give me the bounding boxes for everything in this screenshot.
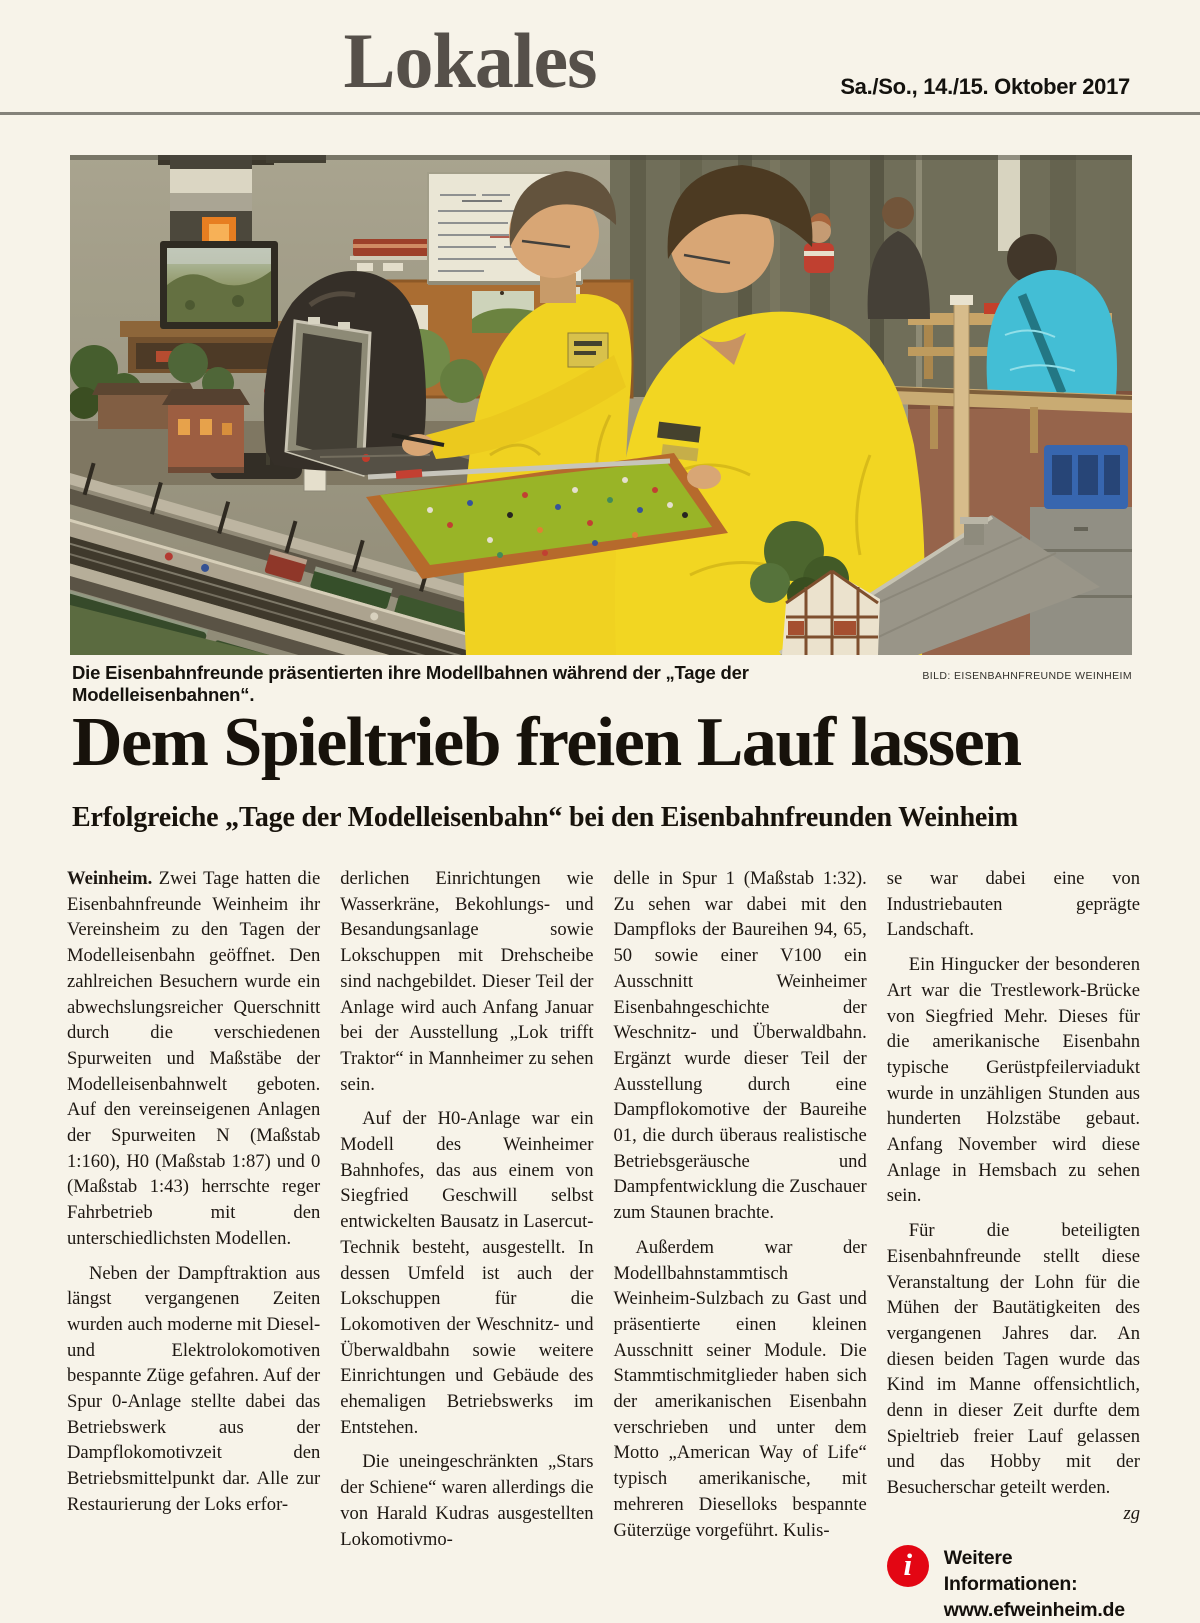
infobox-url: www.efweinheim.de (943, 1598, 1125, 1621)
article-body (67, 866, 1140, 1623)
infobox-text (944, 1545, 1140, 1623)
infobox (887, 1545, 1140, 1623)
info-icon: i (887, 1545, 929, 1587)
photo-caption: Die Eisenbahnfreunde präsentierten ihre Modellbahnen während der „Tage der Modelleisenbahnen“. (72, 662, 749, 705)
article-paragraph: Für die beteiligten Eisenbahnfreunde stellt diese Veranstaltung der Lohn für die Mühen der Bautätigkeiten des vergangenen Jahres dar. An diesen beiden Tagen wurde das Kind im Manne offensichtlich, denn in dieser Zeit durfte dem Spieltrieb freier Lauf gelassen und das Hobby mit der Besucherschar geteilt werden. zg (887, 1218, 1140, 1501)
article-paragraph: Ein Hingucker der besonderen Art war die Trestlework-Brücke von Siegfried Mehr. Dieses für die amerikanische Eisenbahn typische Gerüstpfeilerviadukt wurde in unzähligen Stunden aus hunderten Holzstäbe gebaut. Anfang November wird diese Anlage in Hemsbach zu sehen sein. (886, 954, 1140, 1207)
headline: Dem Spieltrieb freien Lauf lassen (72, 704, 1021, 781)
photo-credit: BILD: EISENBAHNFREUNDE WEINHEIM (922, 670, 1132, 682)
subheadline: Erfolgreiche „Tage der Modelleisenbahn“ bei den Eisenbahnfreunden Weinheim (72, 802, 1018, 833)
edition-date: Sa./So., 14./15. Oktober 2017 (840, 74, 1130, 99)
article-paragraph: Die uneingeschränkten „Stars der Schiene“ waren allerdings die von Harald Kudras ausgestellten Lokomotivmo- (340, 1451, 594, 1550)
article-photo (70, 155, 1132, 655)
article-photo-figure (70, 155, 1132, 655)
caption-row (72, 662, 1132, 706)
masthead-rule (0, 112, 1200, 115)
text-column-2 (340, 866, 593, 1623)
author-initials: zg (1123, 1502, 1140, 1524)
text-column-1 (67, 866, 320, 1623)
article-paragraph: delle in Spur 1 (Maßstab 1:32). Zu sehen war dabei mit den Dampfloks der Baureihen 94, 65, 50 sowie einer V100 ein Ausschnitt Weinheimer Eisenbahngeschichte der Weschnitz- und Überwaldbahn. Ergänzt wurde dieser Teil der Ausstellung durch eine Dampflokomotive der Baureihe 01, die durch überaus realistische Betriebsgeräusche und Dampfentwicklung die Zuschauer zum Staunen brachte. (613, 868, 867, 1224)
article-paragraph: derlichen Einrichtungen wie Wasserkräne, Bekohlungs- und Besandungsanlage sowie Lokschuppen mit Drehscheibe sind nachgebildet. Dieser Teil der Anlage wird auch Anfang Januar bei der Ausstellung „Lok trifft Traktor“ in Mannheimer zu sehen sein. (340, 868, 594, 1095)
text-column-3 (614, 866, 867, 1623)
article-paragraph: Neben der Dampftraktion aus längst vergangenen Zeiten wurden auch moderne mit Diesel- und Elektrolokomotiven bespannte Züge gefahren. Auf der Spur 0-Anlage stellte dabei das Betriebswerk aus der Dampflokomotivzeit den Betriebsmittelpunkt dar. Alle zur Restaurierung der Loks erfor- (67, 1262, 321, 1515)
article-paragraph: Auf der H0-Anlage war ein Modell des Weinheimer Bahnhofes, das aus einem von Siegfried Geschwill selbst entwickelten Bausatz in Lasercut-Technik besteht, ausgestellt. In dessen Umfeld ist auch der Lokschuppen für die Lokomotiven der Weschnitz- und Überwaldbahn sowie weitere Einrichtungen und Gebäude des ehemaligen Betriebswerks im Entstehen. (340, 1108, 594, 1438)
article-paragraph: Weinheim. Zwei Tage hatten die Eisenbahnfreunde Weinheim ihr Vereinsheim zu den Tagen der Modelleisenbahn geöffnet. Den zahlreichen Besuchern wurde ein abwechslungsreicher Querschnitt durch die verschiedenen Spurweiten und Maßstäbe der Modelleisenbahnwelt geboten. Auf den vereinseigenen Anlagen der Spurweiten N (Maßstab 1:160), H0 (Maßstab 1:87) und 0 (Maßstab 1:43) herrschte reger Fahrbetrieb mit den unterschiedlichsten Modellen. (67, 868, 321, 1249)
dateline-lead: Weinheim. (67, 868, 153, 889)
article-paragraph: Außerdem war der Modellbahnstammtisch Weinheim-Sulzbach zu Gast und präsentierte einen kleinen Ausschnitt seiner Module. Die Stammtischmitglieder haben sich der amerikanischen Eisenbahn verschrieben und unter dem Motto „American Way of Life“ typisch amerikanische, mit mehreren Dieselloks bespannte Güterzüge vorgeführt. Kulis- (613, 1236, 867, 1541)
section-title: Lokales (343, 17, 597, 104)
text-column-4 (887, 866, 1140, 1623)
infobox-title: Weitere Informationen: (943, 1546, 1078, 1595)
article-paragraph: se war dabei eine von Industriebauten geprägte Landschaft. (886, 868, 1140, 941)
